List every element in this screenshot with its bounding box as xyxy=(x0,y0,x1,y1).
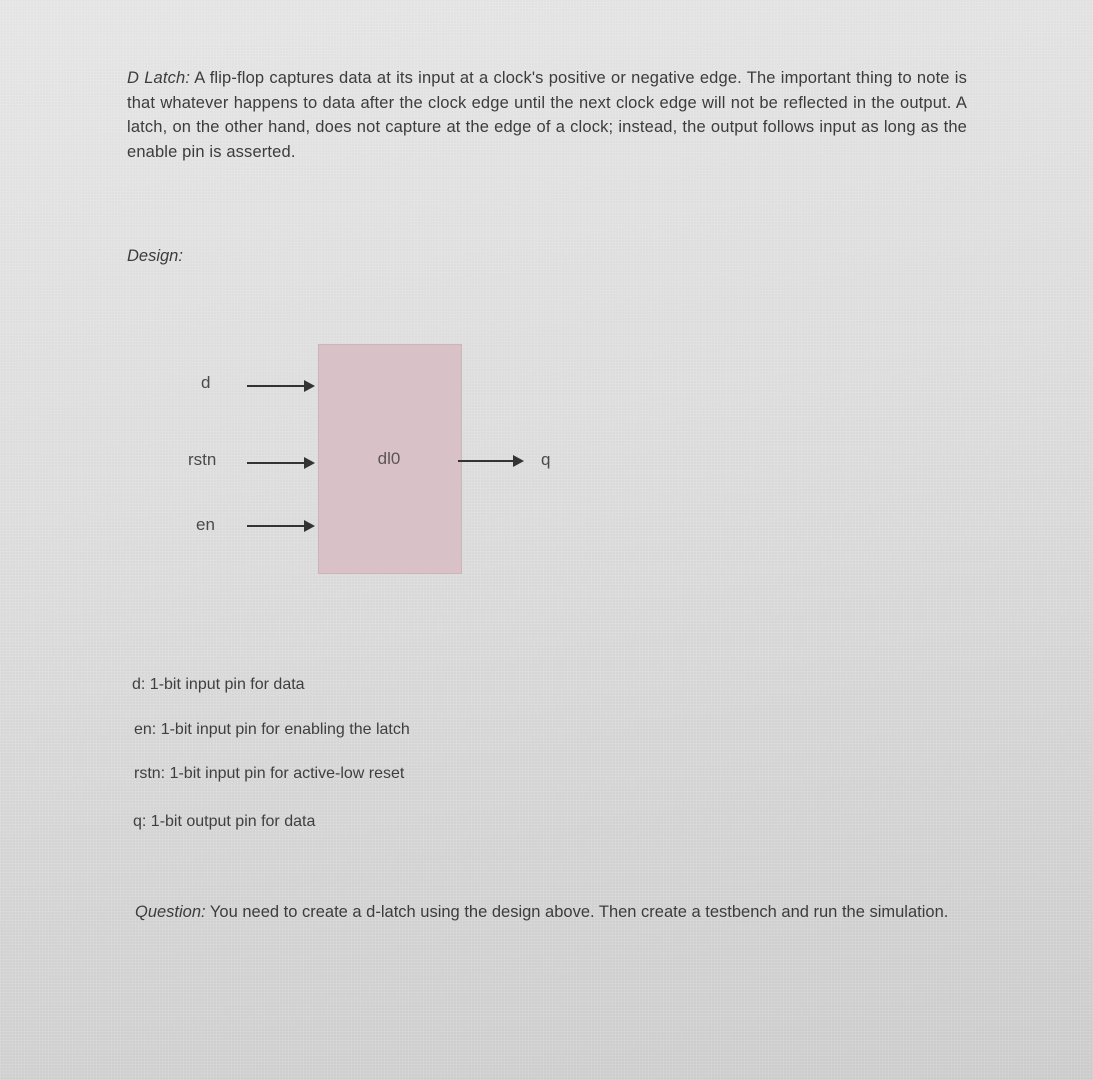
output-port-q: q xyxy=(541,450,551,469)
pin-description-d: d: 1-bit input pin for data xyxy=(132,676,305,693)
question-paragraph xyxy=(135,898,965,926)
pin-description-q: q: 1-bit output pin for data xyxy=(133,813,316,830)
pin-description-en: en: 1-bit input pin for enabling the latch xyxy=(134,721,410,738)
input-port-d: d xyxy=(201,373,211,392)
arrow-en-icon xyxy=(247,525,313,527)
question-text: You need to create a d-latch using the design above. Then create a testbench and run the simulation. xyxy=(205,903,949,921)
arrow-q-icon xyxy=(458,460,522,462)
question-term: Question: xyxy=(135,903,206,921)
intro-term: D Latch: xyxy=(127,69,191,87)
input-port-en: en xyxy=(196,515,215,534)
input-port-rstn: rstn xyxy=(188,450,217,469)
latch-block-label: dl0 xyxy=(377,449,401,468)
arrow-d-icon xyxy=(247,385,313,387)
pin-description-rstn: rstn: 1-bit input pin for active-low reset xyxy=(134,765,405,782)
design-heading: Design: xyxy=(127,247,183,265)
intro-text: A flip-flop captures data at its input at a clock's positive or negative edge. The important thing to note is that whatever happens to data after the clock edge until the next clock edge will not be reflected in the output. A latch, on the other hand, does not capture at the edge of a clock; instead, the output follows input as long as the enable pin is asserted. xyxy=(127,69,967,161)
arrow-rstn-icon xyxy=(247,462,313,464)
